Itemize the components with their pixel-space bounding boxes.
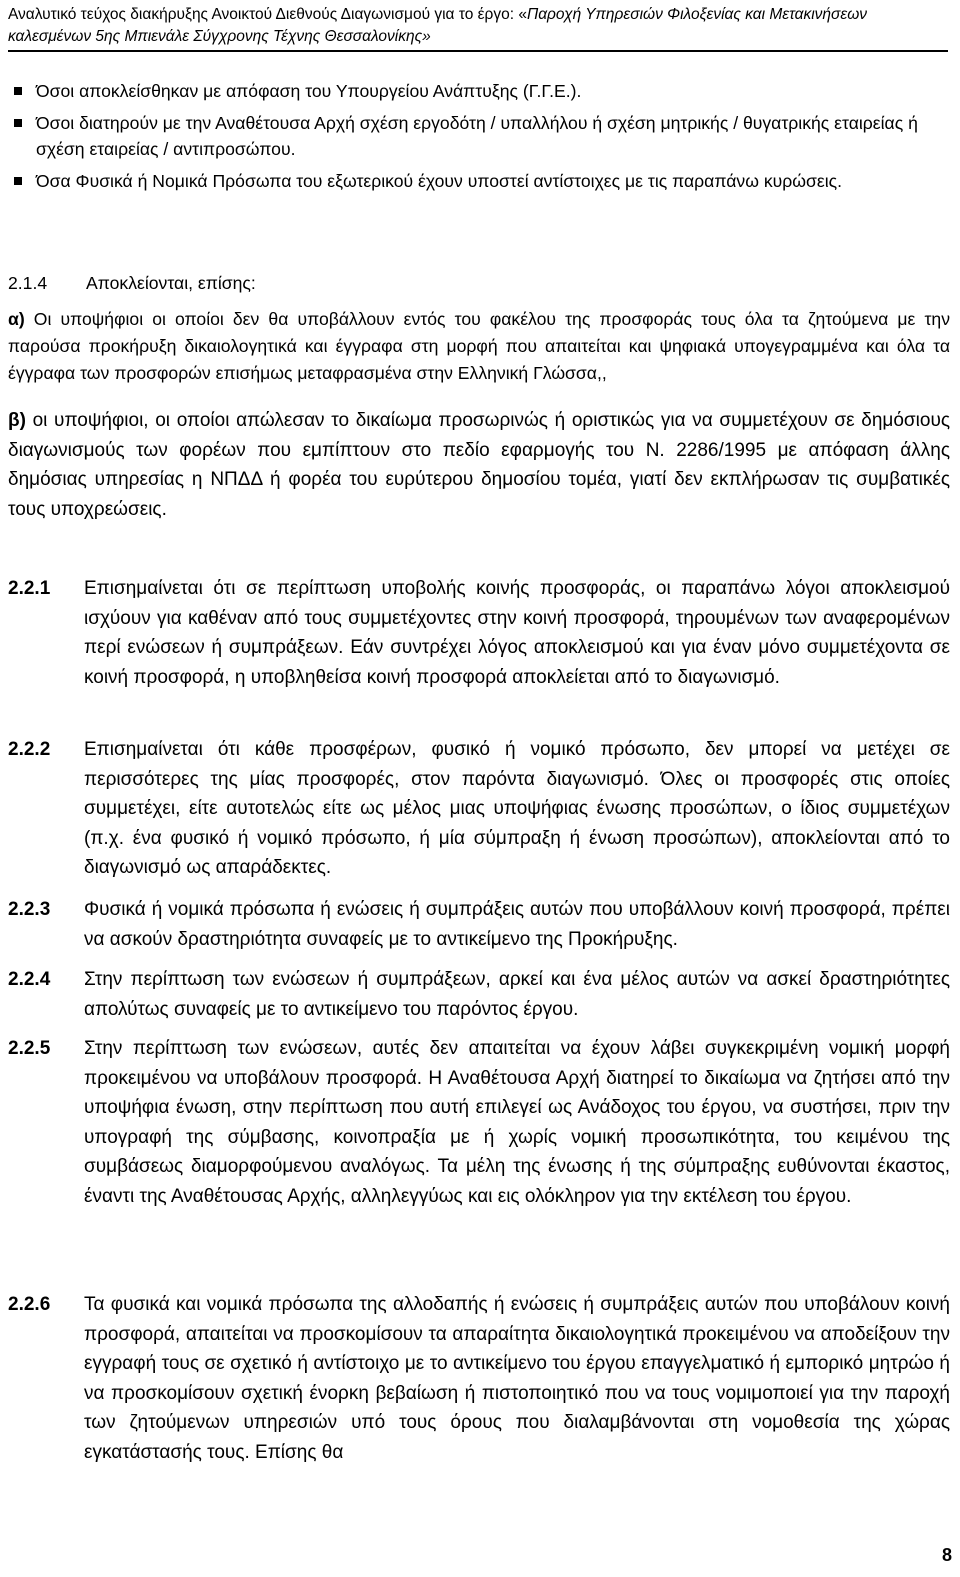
paragraph-text: οι υποψήφιοι, οι οποίοι απώλεσαν το δικαίωμα προσωρινώς ή οριστικώς για να συμμετέχουν σε δημόσιους διαγωνισμούς των φορέων που εμπίπτουν στο πεδίο εφαρμογής του Ν. 2286/1995 με απόφαση άλλης δημόσιας υπηρεσίας η ΝΠΔΔ ή φορέα του ευρύτερου δημοσίου τομέα, γιατί δεν εκπλήρωσαν τις συμβατικές τους υποχρεώσεις. [8, 410, 950, 520]
document-header [8, 4, 948, 48]
list-item: Όσα Φυσικά ή Νομικά Πρόσωπα του εξωτερικού έχουν υποστεί αντίστοιχες με τις παραπάνω κυρώσεις. [8, 168, 948, 194]
list-item: Όσοι αποκλείσθηκαν με απόφαση του Υπουργείου Ανάπτυξης (Γ.Γ.Ε.). [8, 78, 948, 104]
clause-number: 2.2.5 [8, 1038, 51, 1059]
clause-text: Επισημαίνεται ότι σε περίπτωση υποβολής κοινής προσφοράς, οι παραπάνω λόγοι αποκλεισμού ισχύουν για καθέναν από τους συμμετέχοντες στην κοινή προσφορά, τηρουμένων των αναφερομένων περί ενώσεων ή συμπράξεων. Εάν συντρέχει λόγος αποκλεισμού και για έναν μόνο συμμετέχοντα σε κοινή προσφορά, η υποβληθείσα κοινή προσφορά αποκλείεται από το διαγωνισμό. [84, 578, 950, 688]
clause-2-2-5 [8, 1034, 950, 1212]
clause-2-2-3 [8, 895, 950, 954]
clause-number: 2.2.2 [8, 739, 51, 760]
header-line-2: καλεσμένων 5ης Μπιενάλε Σύγχρονης Τέχνης Θεσσαλονίκης» [8, 28, 431, 45]
clause-number: 2.2.6 [8, 1294, 51, 1315]
clause-2-2-4 [8, 965, 950, 1024]
clause-number: 2.2.4 [8, 969, 51, 990]
square-bullet-icon [14, 119, 22, 127]
list-item: Όσοι διατηρούν με την Αναθέτουσα Αρχή σχέση εργοδότη / υπαλλήλου ή σχέση μητρικής / θυγατρικής εταιρείας ή σχέση εταιρείας / αντιπροσώπου. [8, 110, 948, 162]
header-divider [8, 50, 948, 52]
square-bullet-icon [14, 87, 22, 95]
paragraph-label: α) [8, 309, 25, 329]
clause-2-2-6 [8, 1290, 950, 1468]
section-heading [8, 270, 948, 296]
header-line-1: Αναλυτικό τεύχος διακήρυξης Ανοικτού Διεθνούς Διαγωνισμού για το έργο: «Παροχή Υπηρεσιών Φιλοξενίας και Μετακινήσεων [8, 6, 868, 23]
paragraph-a [8, 306, 950, 387]
clause-text: Στην περίπτωση των ενώσεων, αυτές δεν απαιτείται να έχουν λάβει συγκεκριμένη νομική μορφή προκειμένου να υποβάλουν προσφορά. Η Αναθέτουσα Αρχή διατηρεί το δικαίωμα να ζητήσει από την υποψήφια ένωση, στην περίπτωση που αυτή επιλεγεί ως Ανάδοχος του έργου, να συστήσει, πριν την υπογραφή της σύμβασης, κοινοπραξία με ή χωρίς νομική προσωπικότητα, του κειμένου της συμβάσεως διαμορφούμενου αναλόγως. Τα μέλη της ένωσης ή της σύμπραξης ευθύνονται έκαστος, έναντι της Αναθέτουσας Αρχής, αλληλεγγύως και εις ολόκληρον για την εκτέλεση του έργου. [84, 1038, 950, 1207]
paragraph-label: β) [8, 410, 26, 431]
clause-2-2-1 [8, 574, 950, 692]
clause-text: Τα φυσικά και νομικά πρόσωπα της αλλοδαπής ή ενώσεις ή συμπράξεις αυτών που υποβάλουν κοινή προσφορά, απαιτείται να προσκομίσουν τα απαραίτητα δικαιολογητικά προκειμένου να αποδείξουν την εγγραφή τους σε σχετικό ή αντίστοιχο με το αντικείμενο του έργου επαγγελματικό ή εμπορικό μητρώο ή να προσκομίσουν σχετική ένορκη βεβαίωση ή πιστοποιητικό που να τους νομιμοποιεί για την παροχή των ζητούμενων υπηρεσιών υπό τους όρους που διαλαμβάνονται στη νομοθεσία της χώρας εγκατάστασής τους. Επίσης θα [84, 1294, 950, 1463]
bullet-list [8, 78, 948, 200]
clause-text: Στην περίπτωση των ενώσεων ή συμπράξεων, αρκεί και ένα μέλος αυτών να ασκεί δραστηριότητες απολύτως συναφείς με το αντικείμενο του παρόντος έργου. [84, 969, 950, 1020]
clause-number: 2.2.3 [8, 899, 51, 920]
clause-2-2-2 [8, 735, 950, 883]
clause-text: Φυσικά ή νομικά πρόσωπα ή ενώσεις ή συμπράξεις αυτών που υποβάλλουν κοινή προσφορά, πρέπει να ασκούν δραστηριότητα συναφείς με το αντικείμενο της Προκήρυξης. [84, 899, 950, 950]
section-title: Αποκλείονται, επίσης: [86, 273, 256, 293]
paragraph-b [8, 406, 950, 524]
paragraph-text: Οι υποψήφιοι οι οποίοι δεν θα υποβάλλουν εντός του φακέλου της προσφοράς τους όλα τα ζητούμενα με την παρούσα προκήρυξη δικαιολογητικά και έγγραφα στη μορφή που απαιτείται και ψηφιακά υπογεγραμμένα και όλα τα έγγραφα των προσφορών επισήμως μεταφρασμένα στην Ελληνική Γλώσσα,, [8, 309, 950, 383]
clause-text: Επισημαίνεται ότι κάθε προσφέρων, φυσικό ή νομικό πρόσωπο, δεν μπορεί να μετέχει σε περισσότερες της μίας προσφορές, στον παρόντα διαγωνισμό. Όλες οι προσφορές στις οποίες συμμετέχει, είτε αυτοτελώς είτε ως μέλος μιας υποψήφιας ένωσης προσώπων, ο ίδιος συμμετέχων (π.χ. ένα φυσικό ή νομικό πρόσωπο, ή μία σύμπραξη ή ένωση προσώπων), αποκλείονται από το διαγωνισμό ως απαράδεκτες. [84, 739, 950, 879]
section-number: 2.1.4 [8, 273, 48, 293]
clause-number: 2.2.1 [8, 578, 51, 599]
square-bullet-icon [14, 177, 22, 185]
page-number: 8 [941, 1545, 952, 1565]
